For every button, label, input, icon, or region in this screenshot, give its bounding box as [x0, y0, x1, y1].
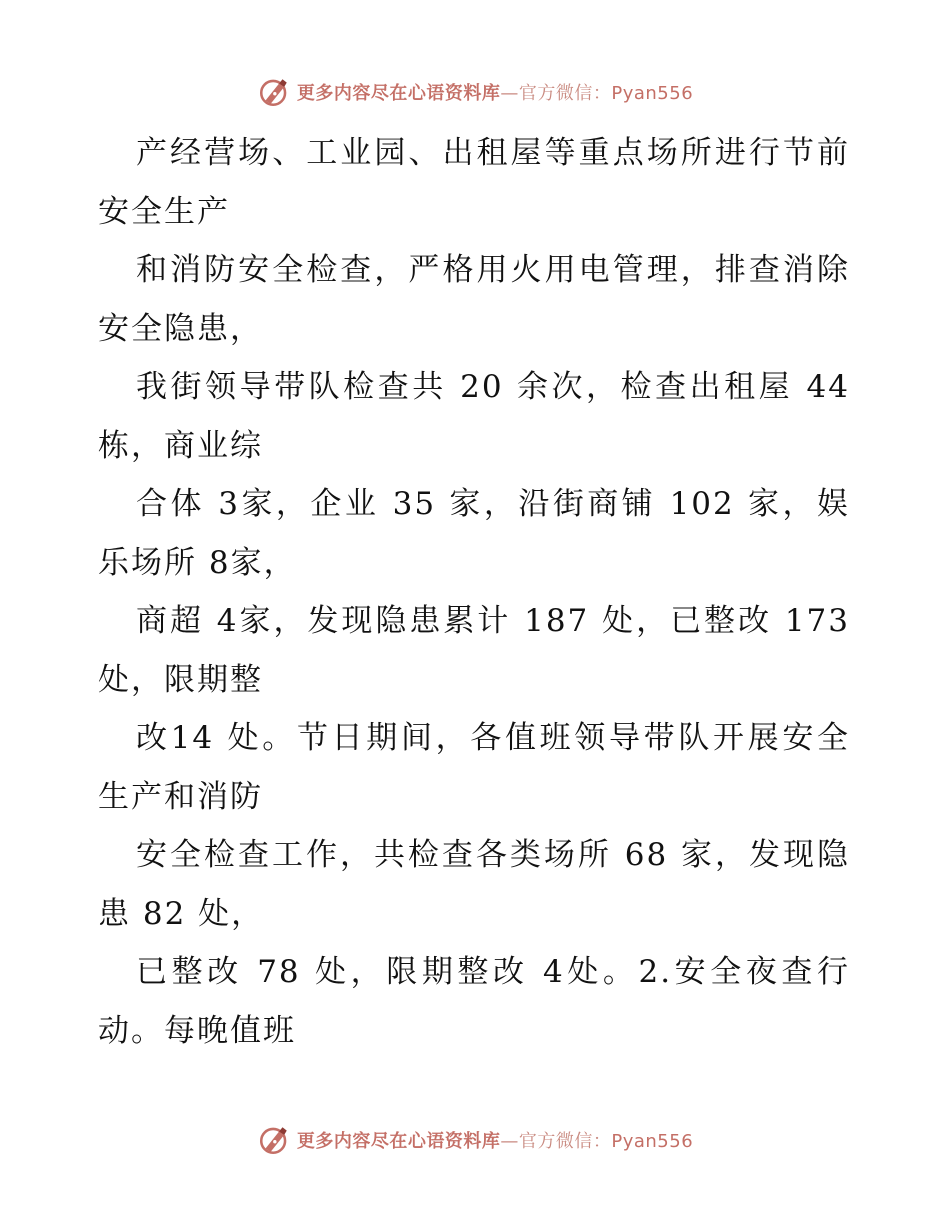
paragraph-line: 我街领导带队检查共 20 余次，检查出租屋 44 [136, 369, 850, 405]
paragraph-line: 处，限期整 [98, 661, 263, 698]
pen-nib-swirl-icon [257, 75, 291, 109]
paragraph-line: 产经营场、工业园、出租屋等重点场所进行节前 [136, 135, 850, 171]
paragraph-3 [98, 358, 850, 475]
paragraph-line: 商超 4家，发现隐患累计 187 处，已整改 173 [136, 603, 850, 639]
paragraph-line: 已整改 78 处，限期整改 4处。2.安全夜查行 [136, 954, 850, 990]
banner-text [297, 79, 693, 105]
pen-nib-swirl-icon [257, 1123, 291, 1157]
paragraph-line: 动。每晚值班 [98, 1012, 296, 1049]
banner-dash: — [500, 83, 519, 104]
banner-site-name: 更多内容尽在心语资料库 [296, 83, 501, 104]
banner-wechat-id: Pyan556 [611, 83, 694, 104]
banner-site-name: 更多内容尽在心语资料库 [296, 1131, 501, 1152]
paragraph-line: 合体 3家，企业 35 家，沿街商铺 102 家，娱 [136, 486, 850, 522]
paragraph-line: 改14 处。节日期间，各值班领导带队开展安全 [136, 720, 850, 756]
paragraph-7 [98, 826, 850, 943]
footer-watermark-banner [0, 1120, 950, 1160]
paragraph-line: 乐场所 8家， [98, 544, 297, 581]
banner-wechat-id: Pyan556 [611, 1131, 694, 1152]
banner-dash: — [500, 1131, 519, 1152]
paragraph-line: 患 82 处， [98, 895, 265, 932]
paragraph-line: 和消防安全检查，严格用火用电管理，排查消除 [136, 252, 850, 288]
banner-wechat-label: 官方微信： [518, 83, 612, 104]
paragraph-line: 安全检查工作，共检查各类场所 68 家，发现隐 [136, 837, 850, 873]
paragraph-2 [98, 241, 850, 358]
paragraph-6 [98, 709, 850, 826]
paragraph-5 [98, 592, 850, 709]
banner-text [297, 1127, 693, 1153]
paragraph-line: 生产和消防 [98, 778, 263, 815]
header-watermark-banner [0, 72, 950, 112]
document-body [98, 124, 850, 1060]
paragraph-line: 安全隐患， [98, 310, 263, 347]
paragraph-1 [98, 124, 850, 241]
banner-wechat-label: 官方微信： [518, 1131, 612, 1152]
paragraph-line: 安全生产 [98, 193, 230, 230]
paragraph-8 [98, 943, 850, 1060]
paragraph-line: 栋，商业综 [98, 427, 263, 464]
paragraph-4 [98, 475, 850, 592]
